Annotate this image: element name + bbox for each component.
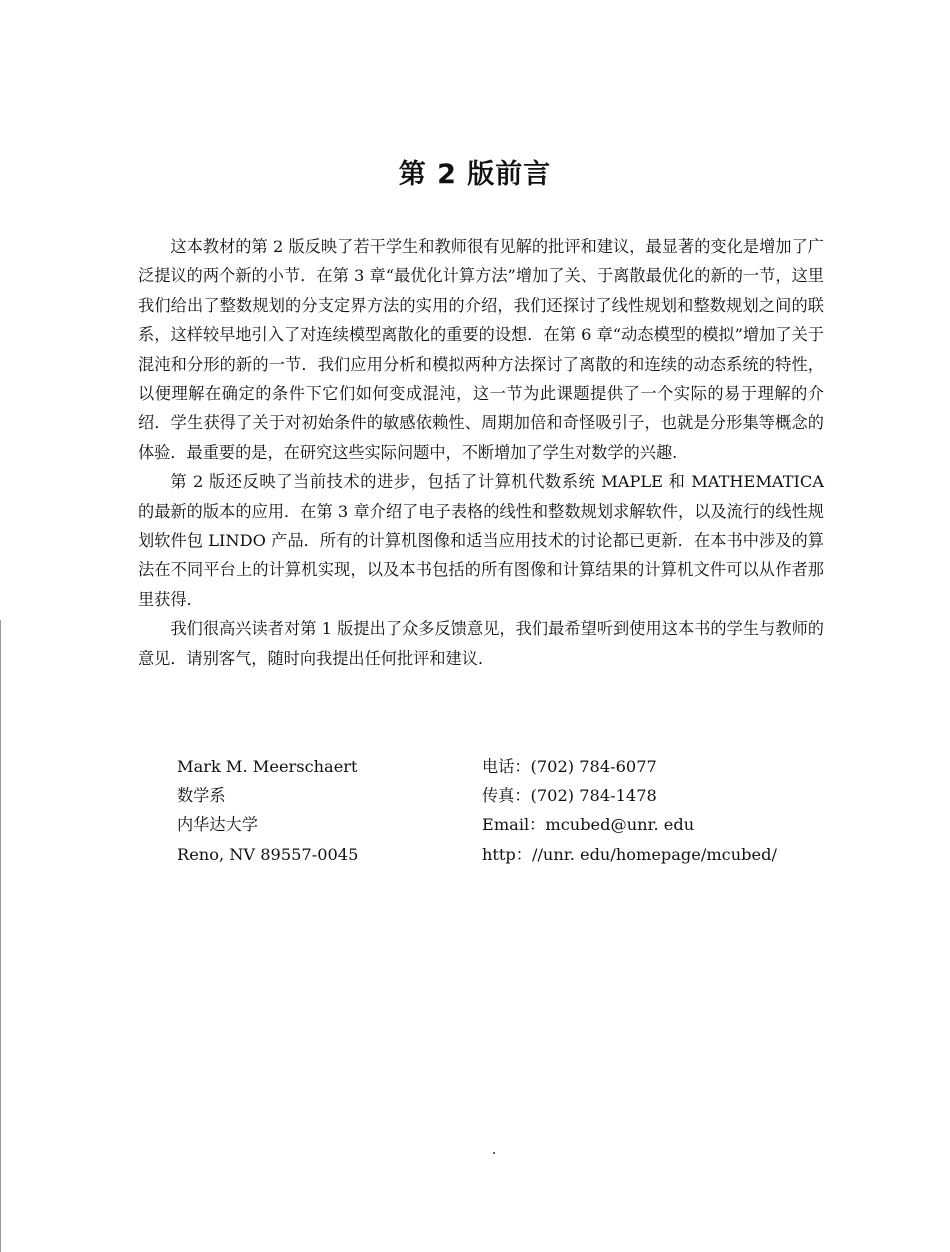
author-address-block (177, 752, 457, 869)
author-name: Mark M. Meerschaert (177, 757, 358, 776)
author-department: 数学系 (177, 786, 226, 806)
author-contact-block (482, 752, 842, 869)
author-homepage: http：//unr. edu/homepage/mcubed/ (482, 844, 777, 864)
page-mark-dot (493, 1152, 495, 1154)
author-fax: 传真：(702) 784-1478 (482, 786, 657, 806)
author-address: Reno, NV 89557-0045 (177, 844, 359, 864)
author-phone: 电话：(702) 784-6077 (482, 757, 657, 776)
page-title: 第 2 版前言 (398, 159, 552, 190)
author-email: Email：mcubed@unr. edu (482, 815, 695, 835)
preface-paragraph-1: 这本教材的第 2 版反映了若干学生和教师很有见解的批评和建议，最显著的变化是增加了广泛提议的两个新的小节．在第 3 章“最优化计算方法”增加了关、于离散最优化的新的一节，这里我们给出了整数规划的分支定界方法的实用的介绍，我们还探讨了线性规划和整数规划之间的联系，这样较早地引入了对连续模型离散化的重要的设想．在第 6 章“动态模型的模拟”增加了关于混沌和分形的新的一节．我们应用分析和模拟两种方法探讨了离散的和连续的动态系统的特性，以便理解在确定的条件下它们如何变成混沌，这一节为此课题提供了一个实际的易于理解的介绍．学生获得了关于对初始条件的敏感依赖性、周期加倍和奇怪吸引子，也就是分形集等概念的体验．最重要的是，在研究这些实际问题中，不断增加了学生对数学的兴趣. (138, 237, 824, 462)
author-university: 内华达大学 (177, 815, 258, 835)
preface-body (138, 232, 824, 673)
preface-paragraph-2: 第 2 版还反映了当前技术的进步，包括了计算机代数系统 MAPLE 和 MATHEMATICA 的最新的版本的应用．在第 3 章介绍了电子表格的线性和整数规划求解软件，以及流行的线性规划软件包 LINDO 产品．所有的计算机图像和适当应用技术的讨论都已更新．在本书中涉及的算法在不同平台上的计算机实现，以及本书包括的所有图像和计算结果的计算机文件可以从作者那里获得. (138, 472, 824, 609)
preface-paragraph-3: 我们很高兴读者对第 1 版提出了众多反馈意见，我们最希望听到使用这本书的学生与教师的意见．请别客气，随时向我提出任何批评和建议. (138, 619, 824, 668)
scan-edge-line (0, 620, 1, 1252)
